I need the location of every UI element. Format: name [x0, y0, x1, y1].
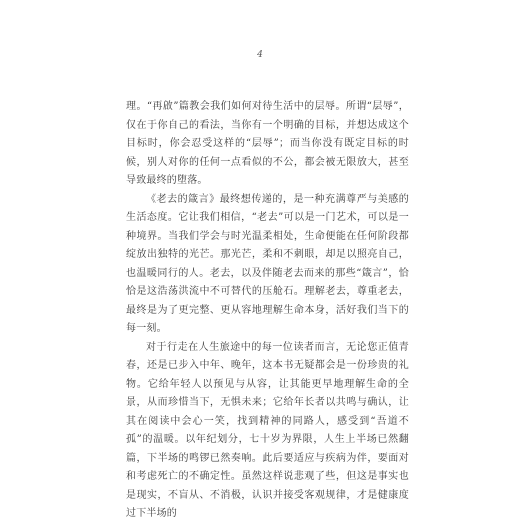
page-number: 4	[257, 50, 263, 60]
body-text	[126, 98, 409, 520]
paragraph-3: 对于行走在人生旅途中的每一位读者而言，无论您正值青春，还是已步入中年、晚年，这本书无疑都会是一份珍贵的礼物。它给年轻人以预见与从容，让其能更早地理解生命的全景，从而珍惜当下，无惧未来；它给年长者以共鸣与确认，让其在阅读中会心一笑，找到精神的同路人，感受到“吾道不孤”的温暖。以年纪划分，七十岁为界限，人生上半场已然翻篇，下半场的鸣锣已然奏响。此后要适应与疾病为伴，要面对和考虑死亡的不确定性。虽然这样说悲观了些，但这是事实也是现实，不盲从、不消极，认识并接受客观规律，才是健康度过下半场的	[126, 341, 409, 519]
paragraph-1: 理。“再啟”篇教会我们如何对待生活中的层辱。所谓“层辱”，仅在于你自己的看法，当你有一个明确的目标，并想达成这个目标时，你会忍受这样的“层辱”；而当你没有既定目标的时候，别人对你的任何一点看似的不公，都会被无限放大，甚至导致最终的堕落。	[126, 101, 409, 186]
paragraph-2: 《老去的箴言》最终想传递的，是一种充满尊严与美感的生活态度。它让我们相信，“老去”可以是一门艺术，可以是一种境界。当我们学会与时光温柔相处，生命便能在任何阶段都绽放出独特的光芒。那光芒，柔和不刺眼，却足以照亮自己，也温暖同行的人。老去，以及伴随老去而来的那些“箴言”，恰恰是这浩荡洪流中不可替代的压舱石。理解老去，尊重老去，最终是为了更完整、更从容地理解生命本身，活好我们当下的每一刻。	[126, 193, 409, 334]
